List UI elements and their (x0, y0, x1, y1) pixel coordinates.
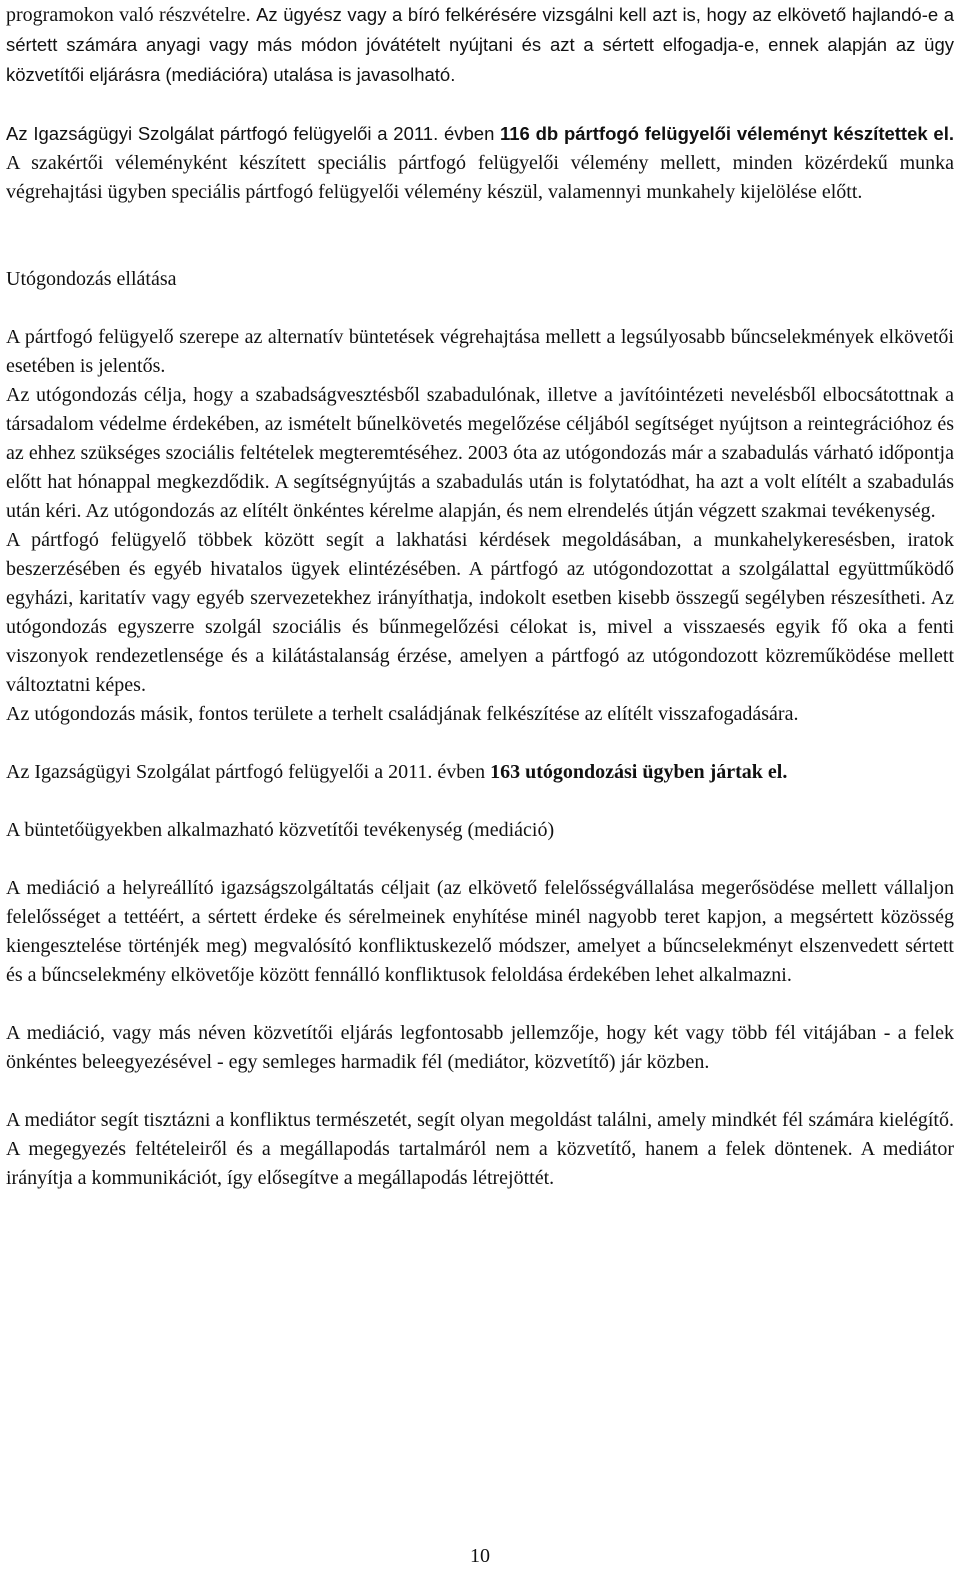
opinion-stat-post: A szakértői véleményként készített speciális pártfogó felügyelői vélemény mellett, minden közérdekű munka végrehajtási ügyben speciális pártfogó felügyelői vélemény készül, valamennyi munkahely kijelölése előtt. (6, 152, 954, 203)
section-heading-aftercare: Utógondozás ellátása (6, 268, 177, 290)
intro-paragraph (6, 0, 954, 90)
aftercare-statistics-paragraph (6, 758, 954, 787)
opinion-statistics-paragraph (6, 119, 954, 207)
intro-line-1: programokon való részvételre. (6, 4, 251, 26)
mediation-paragraph-2: A mediáció, vagy más néven közvetítői eljárás legfontosabb jellemzője, hogy két vagy több fél vitájában - a felek önkéntes beleegyezésével - egy semleges harmadik fél (mediátor, közvetítő) jár közben. (6, 1022, 954, 1073)
opinion-stat-highlight: 116 db pártfogó felügyelői véleményt készítettek el. (500, 123, 954, 144)
aftercare-paragraph-4: Az utógondozás másik, fontos területe a terhelt családjának felkészítése az elítélt visszafogadására. (6, 703, 799, 725)
intro-text: Az ügyész vagy a bíró felkérésére vizsgálni kell azt is, hogy az elkövető hajlandó-e a sértett számára anyagi vagy más módon jóvátételt nyújtani és azt a sértett elfogadja-e, ennek alapján az ügy közvetítői eljárásra (mediációra) utalása is javasolható. (6, 4, 955, 85)
aftercare-stat-pre: Az Igazságügyi Szolgálat pártfogó felügyelői a 2011. évben (6, 761, 486, 783)
mediation-paragraph-3: A mediátor segít tisztázni a konfliktus természetét, segít olyan megoldást találni, amely mindkét fél számára kielégítő. A megegyezés feltételeiről és a megállapodás tartalmáról nem a közvetítő, hanem a felek döntenek. A mediátor irányítja a kommunikációt, így elősegítve a megállapodás létrejöttét. (6, 1109, 954, 1189)
aftercare-stat-highlight: 163 utógondozási ügyben jártak el. (490, 761, 788, 783)
mediation-paragraph-1: A mediáció a helyreállító igazságszolgáltatás céljait (az elkövető felelősségvállalása megerősödése mellett vállaljon felelősséget a tettéért, a sértett érdeke és sérelmeinek enyhítése minél nagyobb teret kapjon, a megsértett közösség kiengesztelése történjék meg) megvalósító konfliktuskezelő módszer, amelyet a bűncselekményt elszenvedett sértett és a bűncselekmény elkövetője között fennálló konfliktusok feloldása érdekében lehet alkalmazni. (6, 877, 954, 986)
section-heading-mediation: A büntetőügyekben alkalmazható közvetítői tevékenység (mediáció) (6, 819, 555, 841)
aftercare-paragraph-3: A pártfogó felügyelő többek között segít a lakhatási kérdések megoldásában, a munkahelykeresésben, iratok beszerzésében és egyéb hivatalos ügyek elintézésében. A pártfogó az utógondozottat a szolgálattal együttműködő egyházi, karitatív vagy egyéb szervezetekhez irányíthatja, indokolt esetben kisebb összegű segélyben részesítheti. Az utógondozás egyszerre szolgál szociális és bűnmegelőzési célokat is, mivel a visszaesés egyik fő oka a fenti viszonyok rendezetlensége és a kilátástalanság érzése, amelyen a pártfogó az utógondozott közreműködése mellett változtatni képes. (6, 529, 954, 696)
opinion-stat-pre: Az Igazságügyi Szolgálat pártfogó felügyelői a 2011. évben (6, 123, 495, 144)
document-page (6, 0, 954, 1193)
aftercare-paragraph-2: Az utógondozás célja, hogy a szabadságvesztésből szabadulónak, illetve a javítóintézeti nevelésből elbocsátottnak a társadalom védelme érdekében, az ismételt bűnelkövetés megelőzése céljából segítséget nyújtson a reintegrációhoz és az ehhez szükséges szociális feltételek megteremtéséhez. 2003 óta az utógondozás már a szabadulás várható időpontja előtt hat hónappal megkezdődik. A segítségnyújtás a szabadulás után is folytatódhat, ha azt a volt elítélt a szabadulás után kéri. Az utógondozás az elítélt önkéntes kérelme alapján, és nem elrendelés útján végzett szakmai tevékenység. (6, 384, 954, 522)
aftercare-paragraph-1: A pártfogó felügyelő szerepe az alternatív büntetések végrehajtása mellett a legsúlyosabb bűncselekmények elkövetői esetében is jelentős. (6, 326, 954, 377)
page-number: 10 (470, 1545, 490, 1567)
